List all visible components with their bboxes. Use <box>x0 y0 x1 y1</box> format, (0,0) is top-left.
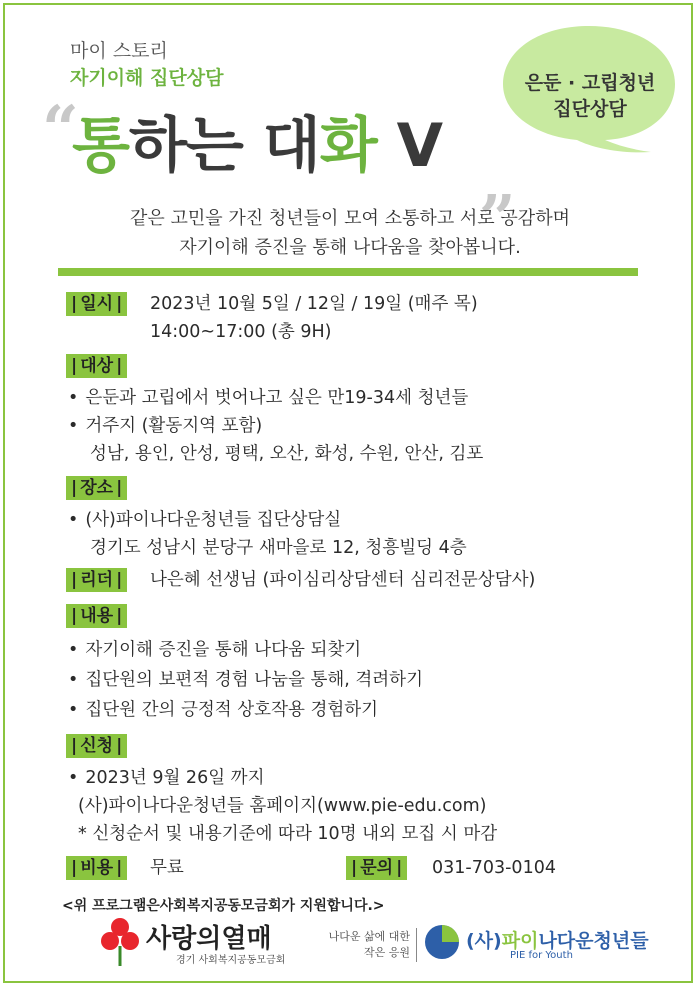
target-regions: 성남, 용인, 안성, 평택, 오산, 화성, 수원, 안산, 김포 <box>90 444 484 464</box>
target-item-1 <box>68 386 468 410</box>
cost-value: 무료 <box>150 858 184 878</box>
target-item-2-text: 거주지 (활동지역 포함) <box>85 416 263 436</box>
intro-text <box>0 204 700 262</box>
date-label: | 일시 | <box>66 292 127 316</box>
target-item-1-text: 은둔과 고립에서 벗어나고 싶은 만19-34세 청년들 <box>85 388 469 408</box>
logo2-prefix: (사) <box>466 930 502 952</box>
time-value: 14:00~17:00 (총 9H) <box>150 322 332 342</box>
content-label: | 내용 | <box>66 604 127 628</box>
leader-label: | 리더 | <box>66 568 127 592</box>
cost-label: | 비용 | <box>66 856 127 880</box>
logo1-subtitle: 경기 사회복지공동모금회 <box>176 955 286 966</box>
intro-line-1: 같은 고민을 가진 청년들이 모여 소통하고 서로 공감하며 <box>130 208 570 229</box>
header-program-name: 자기이해 집단상담 <box>70 67 224 89</box>
content-item-2 <box>68 668 423 692</box>
content-item-2-text: 집단원의 보편적 경험 나눔을 통해, 격려하기 <box>85 670 423 690</box>
inquiry-phone: 031-703-0104 <box>432 858 556 878</box>
title-part-2: 하는 대 <box>128 111 320 181</box>
logo2-rest: 나다운청년들 <box>538 930 649 952</box>
page-title <box>72 98 442 184</box>
place-label: | 장소 | <box>66 476 127 500</box>
logo2-subtitle: PIE for Youth <box>510 950 573 961</box>
section-divider <box>58 268 638 276</box>
slogan-line-1: 나다운 삶에 대한 <box>328 930 410 943</box>
pie-logo-icon <box>422 922 462 962</box>
place-address: 경기도 성남시 분당구 새마을로 12, 청흥빌딩 4층 <box>90 538 467 558</box>
fruit-logo-icon <box>100 916 140 968</box>
slogan-line-2: 작은 응원 <box>363 946 410 959</box>
logo-divider <box>416 928 417 962</box>
support-note: <위 프로그램은사회복지공동모금회가 지원합니다.> <box>62 898 385 914</box>
logo1-name: 사랑의열매 <box>146 924 272 954</box>
apply-note: * 신청순서 및 내용기준에 따라 10명 내외 모집 시 마감 <box>78 824 498 844</box>
header-subtitle: 마이 스토리 <box>70 40 168 62</box>
slogan <box>320 928 410 960</box>
place-item-1-text: (사)파이나다운청년들 집단상담실 <box>85 510 342 530</box>
title-part-4: V <box>376 111 443 181</box>
close-quote-mark: „ <box>480 145 517 220</box>
logo2-name <box>466 926 649 953</box>
content-item-3 <box>68 698 378 722</box>
content-item-3-text: 집단원 간의 긍정적 상호작용 경험하기 <box>85 700 379 720</box>
open-quote-mark: “ <box>42 92 79 167</box>
apply-deadline <box>68 766 264 790</box>
bubble-text <box>505 70 675 122</box>
target-item-2 <box>68 414 262 438</box>
content-item-1-text: 자기이해 증진을 통해 나다움 되찾기 <box>85 640 362 660</box>
bubble-line-1: 은둔 · 고립청년 <box>524 72 656 94</box>
apply-label: | 신청 | <box>66 734 127 758</box>
leader-value: 나은혜 선생님 (파이심리상담센터 심리전문상담사) <box>150 570 536 590</box>
logo2-pie: 파이 <box>501 930 539 952</box>
apply-deadline-text: 2023년 9월 26일 까지 <box>85 768 265 788</box>
title-part-1: 통 <box>72 111 129 181</box>
date-value: 2023년 10월 5일 / 12일 / 19일 (매주 목) <box>150 294 478 314</box>
bubble-line-2: 집단상담 <box>553 98 627 120</box>
apply-website: (사)파이나다운청년들 홈페이지(www.pie-edu.com) <box>78 796 487 816</box>
target-label: | 대상 | <box>66 354 127 378</box>
title-part-3: 화 <box>319 111 377 181</box>
place-item-1 <box>68 508 341 532</box>
intro-line-2: 자기이해 증진을 통해 나다움을 찾아봅니다. <box>179 237 521 258</box>
content-item-1 <box>68 638 361 662</box>
inquiry-label: | 문의 | <box>346 856 407 880</box>
